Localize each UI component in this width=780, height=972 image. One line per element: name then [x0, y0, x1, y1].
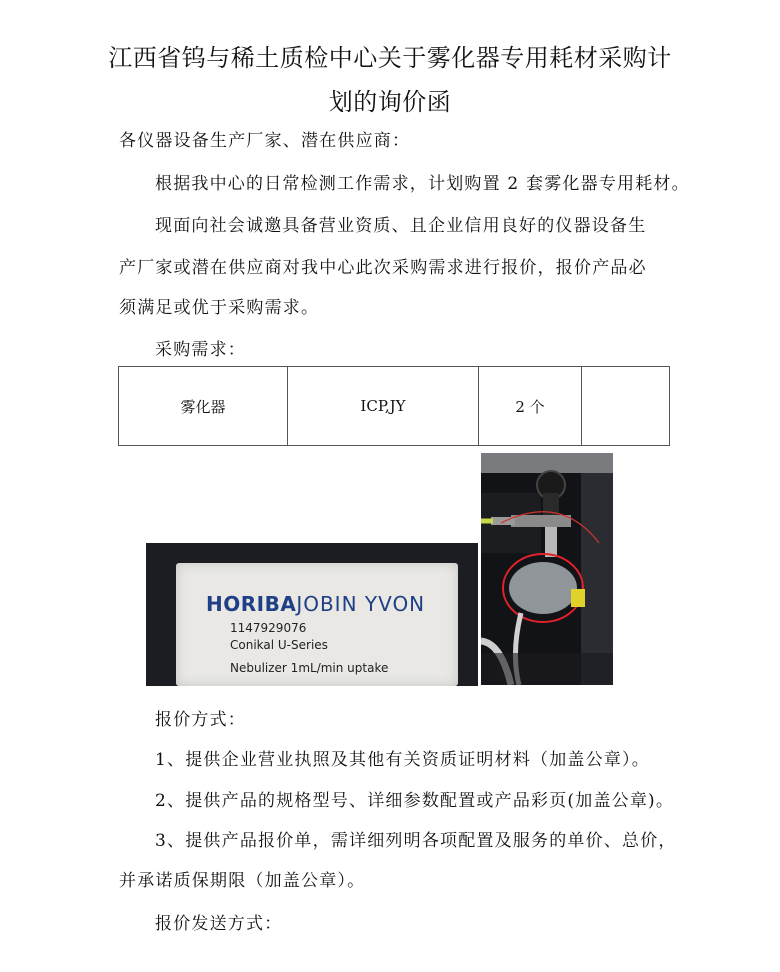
part-number: 1147929076 [230, 621, 307, 635]
invite-paragraph-line1: 现面向社会诚邀具备营业资质、且企业信用良好的仪器设备生 [155, 216, 647, 236]
table-cell-quantity: 2 个 [479, 367, 582, 446]
nebulizer-photo-illustration [481, 453, 613, 685]
nebulizer-installed-photo [481, 453, 613, 685]
product-label-photo [146, 543, 478, 686]
invite-paragraph-line3: 须满足或优于采购需求。 [119, 298, 320, 318]
intro-paragraph: 根据我中心的日常检测工作需求，计划购置 2 套雾化器专用耗材。 [155, 174, 690, 194]
product-label-card [176, 563, 458, 686]
table-row [119, 367, 670, 446]
quote-item-2: 2、提供产品的规格型号、详细参数配置或产品彩页(加盖公章)。 [155, 791, 675, 811]
invite-paragraph-line2: 产厂家或潜在供应商对我中心此次采购需求进行报价，报价产品必 [119, 258, 647, 278]
table-cell-model: ICP,JY [288, 367, 479, 446]
send-method-heading: 报价发送方式： [155, 914, 283, 934]
product-description: Nebulizer 1mL/min uptake [230, 661, 389, 675]
document-title-line2: 划的询价函 [328, 88, 452, 116]
quote-item-1: 1、提供企业营业执照及其他有关资质证明材料（加盖公章）。 [155, 750, 650, 770]
brand-logo: HORIBAJOBIN YVON [206, 592, 426, 616]
quote-item-3-line1: 3、提供产品报价单，需详细列明各项配置及服务的单价、总价， [155, 831, 677, 851]
quote-method-heading: 报价方式： [155, 710, 246, 730]
product-series: Conikal U-Series [230, 638, 328, 652]
table-cell-item: 雾化器 [119, 367, 288, 446]
document-title-line1: 江西省钨与稀土质检中心关于雾化器专用耗材采购计 [108, 44, 672, 72]
requirements-heading: 采购需求： [155, 340, 246, 360]
salutation: 各仪器设备生产厂家、潜在供应商： [119, 131, 411, 151]
quote-item-3-line2: 并承诺质保期限（加盖公章）。 [119, 871, 366, 891]
requirements-table [118, 366, 670, 446]
table-cell-empty [582, 367, 670, 446]
